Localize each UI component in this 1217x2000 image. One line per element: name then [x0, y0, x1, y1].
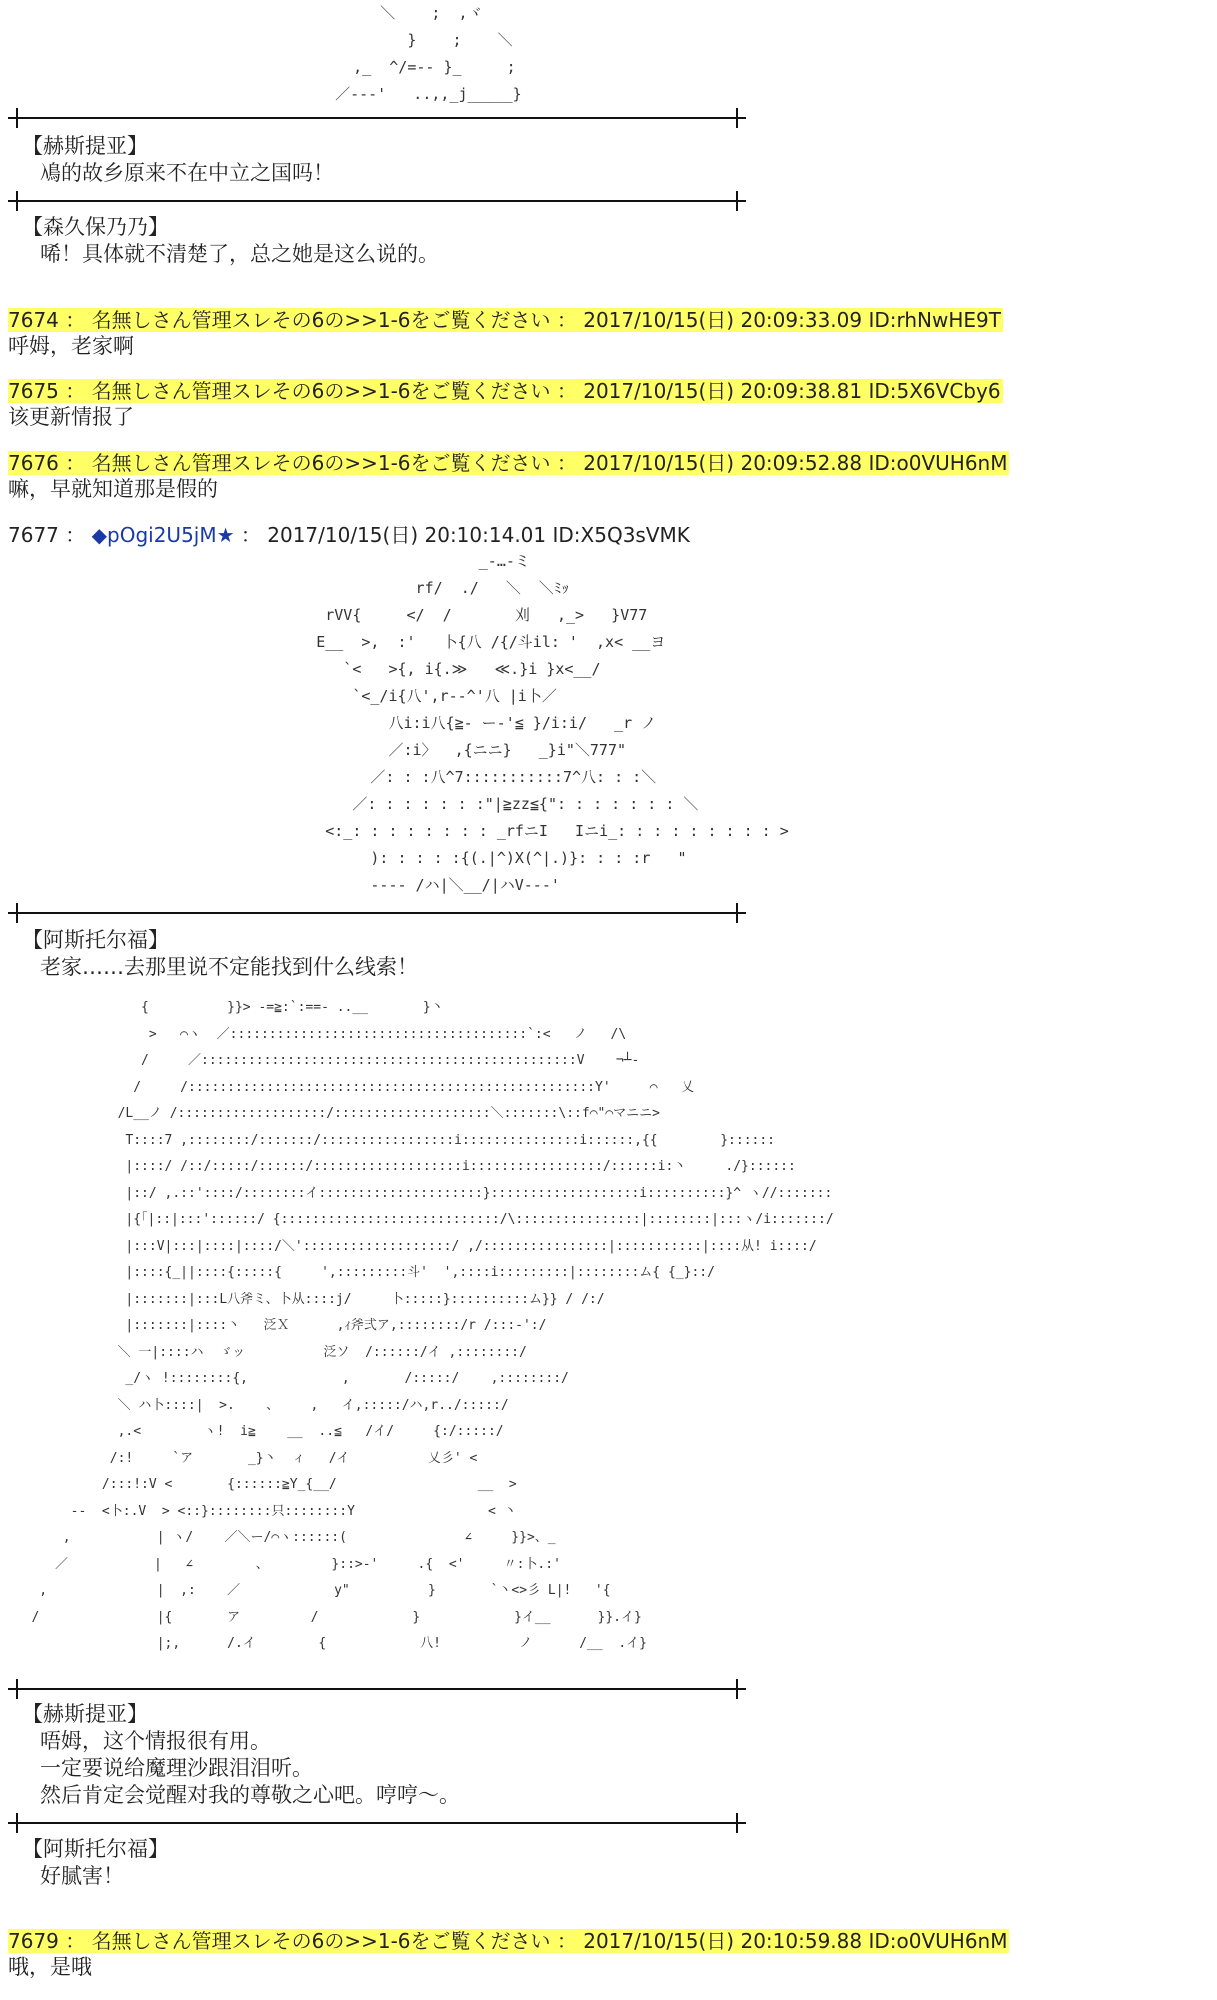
dialogue-line: 老家……去那里说不定能找到什么线索！ [40, 955, 418, 979]
separator [8, 1688, 746, 1690]
thread-page [8, 0, 1216, 2000]
author-trip-link[interactable]: pOgi2U5jM [107, 523, 217, 547]
post-body: 哦，是哦 [8, 1955, 92, 1979]
speaker-name: 【赫斯提亚】 [22, 1702, 148, 1726]
speaker-name: 【赫斯提亚】 [22, 134, 148, 158]
speaker-name: 【阿斯托尔福】 [22, 1837, 169, 1861]
trip-diamond-icon: ◆ [91, 523, 108, 547]
post-body: 呼姆，老家啊 [8, 334, 134, 358]
post-body: 该更新情报了 [8, 405, 134, 429]
separator [8, 117, 746, 119]
dialogue-line: 好腻害！ [40, 1864, 124, 1888]
dialogue-line: 一定要说给魔理沙跟泪泪听。 [40, 1756, 313, 1780]
separator [8, 1822, 746, 1824]
post-header: 7674 ： 名無しさん管理スレその6の>>1-6をご覧ください ： 2017/10/15(日) 20:09:33.09 ID:rhNwHE9T [8, 308, 1001, 332]
separator [8, 912, 746, 914]
star-icon: ★ [216, 523, 235, 547]
speaker-name: 【森久保乃乃】 [22, 215, 169, 239]
post-header: 7679 ： 名無しさん管理スレその6の>>1-6をご覧ください ： 2017/10/15(日) 20:10:59.88 ID:o0VUH6nM [8, 1929, 1008, 1953]
speaker-name: 【阿斯托尔福】 [22, 928, 169, 952]
dialogue-line: 鳰的故乡原来不在中立之国吗！ [40, 161, 334, 185]
dialogue-line: 唔姆，这个情报很有用。 [40, 1729, 271, 1753]
author-post-header [8, 522, 690, 548]
post-body: 嘛，早就知道那是假的 [8, 477, 218, 501]
post-header: 7676 ： 名無しさん管理スレその6の>>1-6をご覧ください ： 2017/10/15(日) 20:09:52.88 ID:o0VUH6nM [8, 451, 1008, 475]
ascii-art-character: _-…-ミ rf/ ./ ＼ ＼ﾐｯ rVV{ </ / 刈 ,_> }V77 E__ >, :' 卜{八 /{/斗il: ' ,x< __ヨ `< >{, i{.≫ ≪.}i }x<__/ `<_/i{八',r--^'八 |i卜／ 八i:i八{≧- ー-'≦ }/i:i/ _r ノ ／:i〉 ,{ニニ} _}i"＼777" ／: : :八^7:::::::::::7^八: : :＼ ／: : : : : : :"|≧zz≦{": : : : : : : ＼ <:_: : : : : : : : _rfニI Iニi_: : : : : : : : : > ): : : : :{(.|^)X(^|.)}: : : :r " ---- /ハ|＼__/|ハV---' [316, 552, 789, 894]
post-header: 7675 ： 名無しさん管理スレその6の>>1-6をご覧ください ： 2017/10/15(日) 20:09:38.81 ID:5X6VCby6 [8, 379, 1001, 403]
ascii-art-character: { }}> -=≧:`:==- ..__ }丶 > ⌒ヽ ／::::::::::::::::::::::::::::::::::::::`:< ノ /\ / ／::::::::::::::::::::::::::::::::::::::::::::::::V ¬┴‐ / /::::::::::::::::::::::::::::::::::::::::::::::::::::Y' ⌒ 乂 /L__ノ /:::::::::::::::::::/::::::::::::::::::::＼:::::::\::f⌒"⌒マニニ> T::::7 ,::::::::/:::::::/:::::::::::::::::i:::::::::::::::i::::::,{{ }:::::: |::::/ /::/:::::/::::::/:::::::::::::::::::i:::::::::::::::::/::::::i:丶 ./}:::::: |::/ ,.::'::::/::::::::イ:::::::::::::::::::::}:::::::::::::::::::i::::::::::}^ ヽ//::::::: |{「|::|:::'::::::/ {::::::::::::::::::::::::::::/\::::::::::::::::|::::::::|:::ヽ/i:::::::/ |:::V|:::|::::|::::/＼':::::::::::::::::::/ ,/::::::::::::::::|:::::::::::|::::从! i::::/ |::::{_||::::{:::::{ ',:::::::::斗' ',::::i:::::::::|::::::::ム{ {_}::/ |:::::::|:::L八斧ミ、卜从::::j/ 卜:::::}::::::::::ム}} / /:/ |:::::::|::::丶 泛Ｘ ,ｨ斧弍ア,::::::::/r /:::‐':/ ＼ 一|::::ハ ゞッ 泛ソ /::::::/イ ,::::::::/ _/ヽ !::::::::{, , /:::::/ ,::::::::/ ＼ ハ卜::::| >. 、 , イ,:::::/ハ,r../:::::/ ,.< ヽ! i≧ __ ..≦ /イ/ {:/:::::/ /:! `ア _}丶 ィ /イ 乂彡' < /:::!:V < {::::::≧Y_{__/ __ > -- <卜:.V > <::}::::::::只::::::::Y < 丶 , | ヽ/ ／＼ー/⌒ヽ::::::( ∠ }}>、_ ／ | ∠ 、 }::>-' .{ <' 〃:卜.:' , | ,: ／ y" } `丶<>彡 L|! '{ / |{ ア / } }イ__ }}.イ} |;, /.イ { 八! ノ /__ .イ} [31, 1000, 834, 1651]
dialogue-line: 然后肯定会觉醒对我的尊敬之心吧。哼哼～。 [40, 1783, 460, 1807]
post-number: 7677 ： [8, 523, 92, 547]
ascii-art-top: ＼ ; ,ヾ } ; ＼ ,_ ^/=-- }_ ; ／---' ..,,_j_____} [335, 4, 522, 103]
post-meta: ： 2017/10/15(日) 20:10:14.01 ID:X5Q3sVMK [234, 523, 690, 547]
separator [8, 200, 746, 202]
dialogue-line: 唏！具体就不清楚了，总之她是这么说的。 [40, 242, 439, 266]
